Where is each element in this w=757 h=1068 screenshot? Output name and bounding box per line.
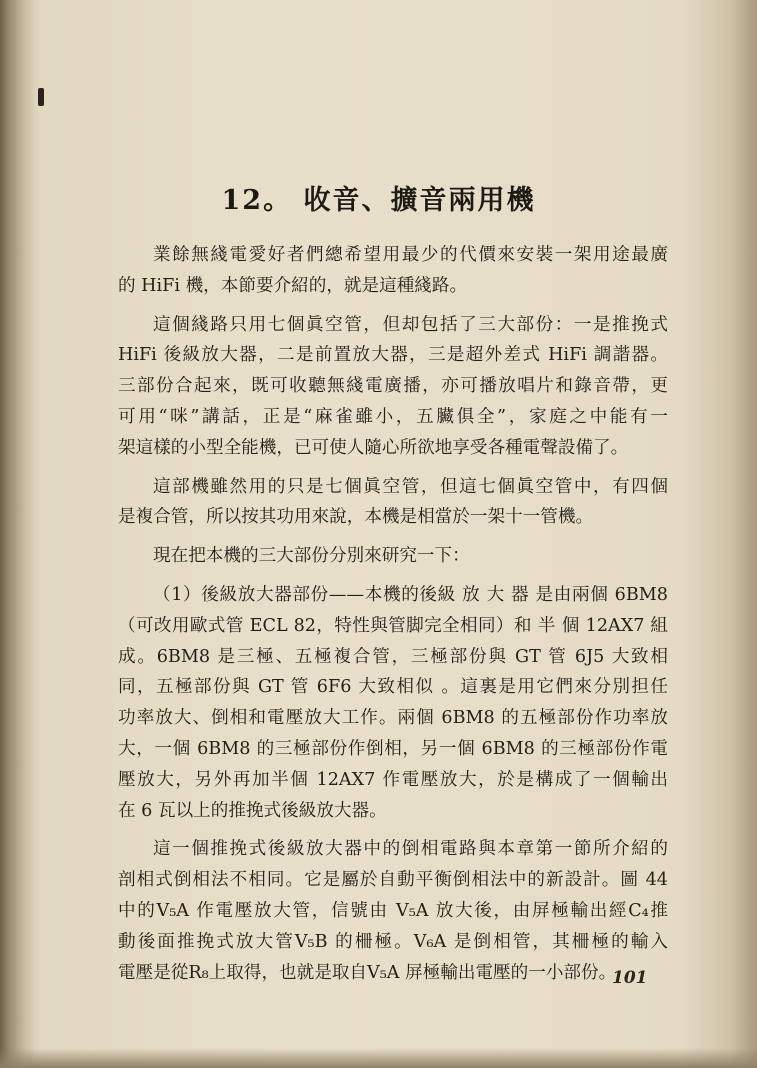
page-number: 101 bbox=[612, 968, 648, 988]
paragraph bbox=[118, 834, 668, 988]
text-line: 的 HiFi 機，本節要介紹的，就是這種綫路。 bbox=[118, 275, 468, 296]
text-line: 現在把本機的三大部份分別來研究一下： bbox=[153, 546, 470, 567]
text-line: 是複合管，所以按其功用來說，本機是相當於一架十一管機。 bbox=[118, 507, 594, 528]
binding-mark bbox=[38, 88, 44, 106]
section-title: 12。 收音、擴音兩用機 bbox=[221, 185, 536, 216]
text-line: HiFi 後級放大器，二是前置放大器，三是超外差式 HiFi 調諧器。 bbox=[118, 345, 668, 366]
paragraph bbox=[118, 240, 668, 302]
text-line: 在 6 瓦以上的推挽式後級放大器。 bbox=[118, 800, 387, 821]
body-text bbox=[118, 240, 668, 996]
text-line: 中的V₅A 作電壓放大管，信號由 V₅A 放大後，由屏極輸出經C₄推 bbox=[118, 900, 668, 921]
text-line: 業餘無綫電愛好者們總希望用最少的代價來安裝一架用途最廣 bbox=[153, 245, 668, 265]
text-line: 功率放大、倒相和電壓放大工作。兩個 6BM8 的五極部份作功率放 bbox=[118, 708, 668, 729]
text-line: 三部份合起來，既可收聽無綫電廣播，亦可播放唱片和錄音帶，更 bbox=[118, 376, 668, 397]
paragraph bbox=[118, 310, 668, 464]
text-line: 動後面推挽式放大管V₅B 的柵極。V₆A 是倒相管，其柵極的輸入 bbox=[118, 931, 668, 952]
paragraph bbox=[118, 541, 668, 572]
text-line: 這部機雖然用的只是七個眞空管，但這七個眞空管中，有四個 bbox=[153, 476, 668, 497]
text-line: 電壓是從R₈上取得，也就是取自V₅A 屏極輸出電壓的一小部份。 bbox=[118, 962, 617, 983]
text-line: 大，一個 6BM8 的三極部份作倒相，另一個 6BM8 的三極部份作電 bbox=[118, 738, 668, 759]
page-bottom-edge bbox=[0, 1048, 757, 1068]
text-line: 成。6BM8 是三極、五極複合管，三極部份與 GT 管 6J5 大致相 bbox=[118, 646, 668, 667]
text-line: 架這樣的小型全能機，已可使人隨心所欲地享受各種電聲設備了。 bbox=[118, 437, 629, 458]
binding-gutter bbox=[0, 0, 34, 1068]
text-line: 同，五極部份與 GT 管 6F6 大致相似 。這裏是用它們來分別担任 bbox=[118, 677, 668, 698]
text-line: 可用“咪”講話，正是“麻雀雖小，五臟俱全”，家庭之中能有一 bbox=[118, 406, 668, 427]
text-line: 這個綫路只用七個眞空管，但却包括了三大部份：一是推挽式 bbox=[153, 314, 668, 335]
text-line: 這一個推挽式後級放大器中的倒相電路與本章第一節所介紹的 bbox=[153, 839, 668, 860]
paragraph bbox=[118, 472, 668, 534]
paragraph bbox=[118, 580, 668, 826]
text-line: （1）後級放大器部份——本機的後級 放 大 器 是由兩個 6BM8 bbox=[153, 584, 668, 605]
text-line: 壓放大，另外再加半個 12AX7 作電壓放大，於是構成了一個輸出 bbox=[118, 769, 668, 790]
text-line: 剖相式倒相法不相同。它是屬於自動平衡倒相法中的新設計。圖 44 bbox=[118, 870, 668, 891]
text-line: （可改用歐式管 ECL 82，特性與管脚完全相同）和 半 個 12AX7 組 bbox=[118, 615, 668, 636]
